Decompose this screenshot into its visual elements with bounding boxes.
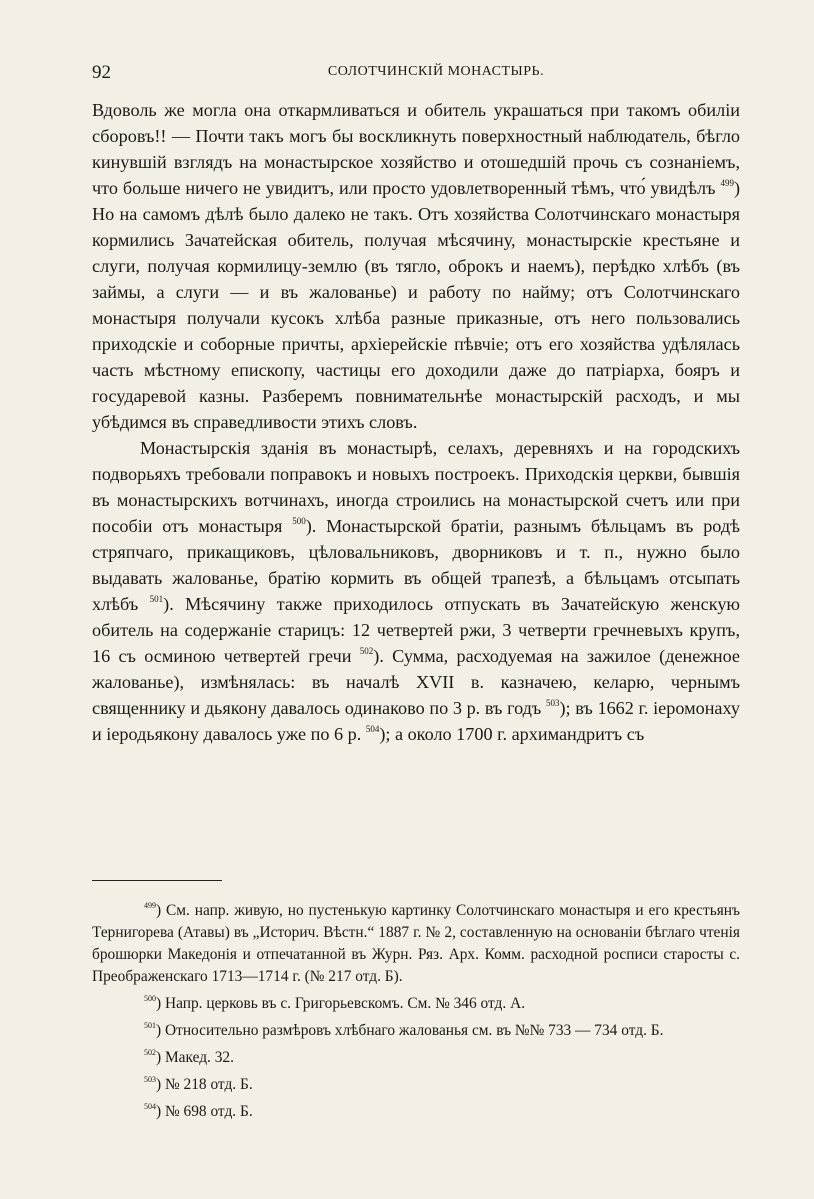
footnote-text: ) Относительно размѣровъ хлѣбнаго жалованья см. въ №№ 733 — 734 отд. Б. bbox=[156, 1022, 664, 1039]
footnote-text: ) № 698 отд. Б. bbox=[156, 1103, 253, 1120]
footnote-text: ) См. напр. живую, но пустенькую картинку Солотчинскаго монастыря и его крестьянъ Тернигорева (Атавы) въ „Историч. Вѣстн.“ 1887 г. № 2, составленную на основаніи бѣглаго чтенія брошюрки Македонія и отпечатанной въ Журн. Ряз. Арх. Комм. расходной росписи старосты с. Преображенскаго 1713—1714 г. (№ 217 отд. Б). bbox=[92, 902, 740, 985]
footnote bbox=[92, 993, 740, 1015]
footnote-text: ) Макед. 32. bbox=[156, 1049, 234, 1066]
footnotes bbox=[92, 900, 740, 1123]
text-segment: ) Но на самомъ дѣлѣ было далеко не такъ. Отъ хозяйства Солотчинскаго монастыря кормились Зачатейская обитель, получая мѣсячину, монастырскіе крестьяне и слуги, получая кормилицу-землю (въ тягло, оброкъ и наемъ), перѣдко хлѣбъ (въ займы, а слуги — и въ жалованье) и работу по найму; отъ Солотчинскаго монастыря получали кусокъ хлѣба разные приказные, отъ него пользовались приходскіе и соборные причты, архіерейскіе пѣвчіе; отъ его хозяйства удѣлялась часть мѣстному епископу, частицы его доходили даже до патріарха, бояръ и государевой казны. Разберемъ повнимательнѣе монастырскій расходъ, и мы убѣдимся въ справедливости этихъ словъ. bbox=[92, 178, 740, 432]
page-header bbox=[92, 60, 740, 88]
footnote-ref[interactable]: 499 bbox=[720, 178, 734, 188]
main-text bbox=[92, 97, 740, 747]
running-title: СОЛОТЧИНСКІЙ МОНАСТЫРЬ. bbox=[327, 64, 545, 79]
footnote-ref[interactable]: 500 bbox=[292, 516, 306, 526]
footnote-number: 504 bbox=[144, 1102, 156, 1111]
text-segment: ). Монастырской братіи, разнымъ бѣльцамъ въ родѣ стряпчаго, прикащиковъ, цѣловальниковъ, дворниковъ и т. п., нужно было выдавать жалованье, братію кормить въ общей трапезѣ, а бѣльцамъ отсыпать хлѣбъ bbox=[92, 516, 740, 614]
text-segment: ); въ 1662 г. іеромонаху и іеродьякону давалось уже по 6 р. bbox=[92, 698, 740, 744]
text-segment: Монастырскія зданія въ монастырѣ, селахъ, деревняхъ и на городскихъ подворьяхъ требовали поправокъ и новыхъ построекъ. Приходскія церкви, бывшія въ монастырскихъ вотчинахъ, иногда строились на монастырской счетъ или при пособіи отъ монастыря bbox=[92, 438, 740, 536]
footnote-ref[interactable]: 504 bbox=[365, 724, 380, 734]
paragraph bbox=[92, 97, 740, 435]
footnote-ref[interactable]: 501 bbox=[149, 594, 164, 604]
footnote-number: 501 bbox=[144, 1021, 156, 1030]
paragraph bbox=[92, 435, 740, 747]
text-segment: ); а около 1700 г. архимандритъ съ bbox=[379, 724, 645, 744]
text-segment: ). Сумма, расходуемая на зажилое (денежное жалованье), измѣнялась: въ началѣ XVII в. казначею, келарю, чернымъ священнику и дьякону давалось одинаково по 3 р. въ годъ bbox=[92, 646, 741, 718]
footnote-divider bbox=[92, 880, 222, 881]
footnote bbox=[92, 1020, 740, 1042]
footnote bbox=[92, 1047, 740, 1069]
footnote bbox=[92, 1101, 740, 1123]
footnote-number: 500 bbox=[144, 994, 156, 1003]
footnote bbox=[92, 1074, 740, 1096]
footnote-ref[interactable]: 503 bbox=[546, 698, 560, 708]
footnote-number: 499 bbox=[144, 901, 156, 910]
footnote-number: 503 bbox=[144, 1075, 156, 1084]
page-number: 92 bbox=[92, 62, 111, 83]
footnote-text: ) № 218 отд. Б. bbox=[156, 1076, 253, 1093]
footnote bbox=[92, 900, 740, 988]
footnote-ref[interactable]: 502 bbox=[359, 646, 374, 656]
text-segment: ). Мѣсячину также приходилось отпускать въ Зачатейскую женскую обитель на содержаніе старицъ: 12 четвертей ржи, 3 четверти гречневыхъ крупъ, 16 съ осминою четвертей гречи bbox=[92, 594, 740, 666]
text-segment: Вдоволь же могла она откармливаться и обитель украшаться при такомъ обиліи сборовъ!! — Почти такъ могъ бы воскликнуть поверхностный наблюдатель, бѣгло кинувшій взглядъ на монастырское хозяйство и отошедшій прочь съ сознаніемъ, что больше ничего не увидитъ, или просто удовлетворенный тѣмъ, что́ увидѣлъ bbox=[92, 100, 740, 198]
footnote-number: 502 bbox=[144, 1048, 156, 1057]
footnote-text: ) Напр. церковь въ с. Григорьевскомъ. См. № 346 отд. А. bbox=[156, 995, 526, 1012]
